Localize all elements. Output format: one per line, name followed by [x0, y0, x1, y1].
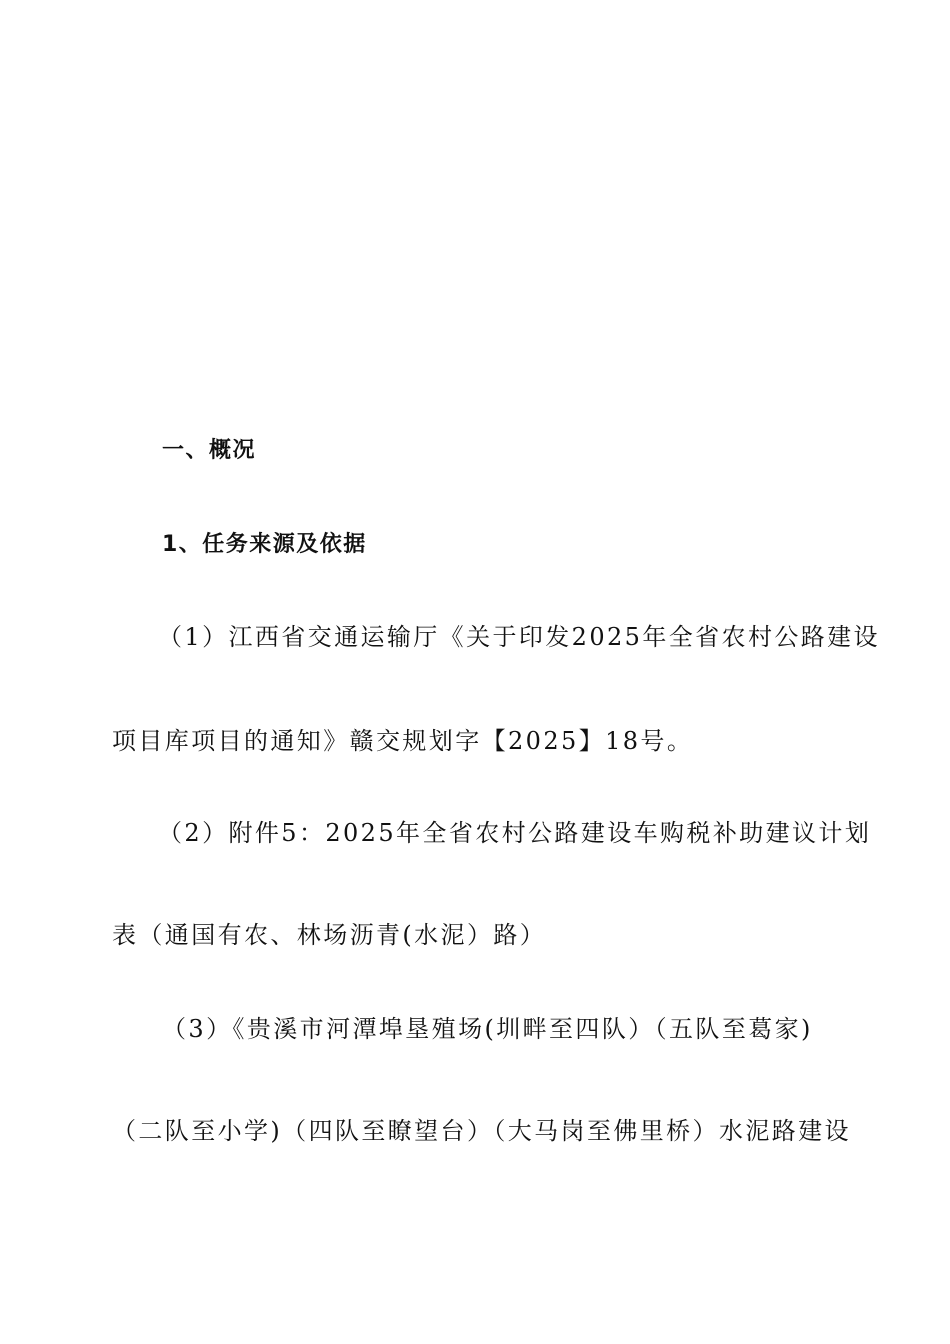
paragraph-1-line-1: （1）江西省交通运输厅《关于印发2025年全省农村公路建设: [158, 623, 880, 651]
paragraph-3-line-1: （3）《贵溪市河潭埠垦殖场(圳畔至四队）（五队至葛家): [162, 1015, 813, 1043]
paragraph-3-line-2: （二队至小学)（四队至瞭望台）（大马岗至佛里桥）水泥路建设: [112, 1117, 851, 1145]
paragraph-1-line-2: 项目库项目的通知》赣交规划字【2025】18号。: [112, 727, 694, 755]
subsection-heading: 1、任务来源及依据: [162, 532, 367, 557]
section-heading: 一、概况: [162, 438, 257, 463]
paragraph-2-line-2: 表（通国有农、林场沥青(水泥）路）: [112, 921, 547, 949]
paragraph-2-line-1: （2）附件5：2025年全省农村公路建设车购税补助建议计划: [158, 819, 872, 847]
